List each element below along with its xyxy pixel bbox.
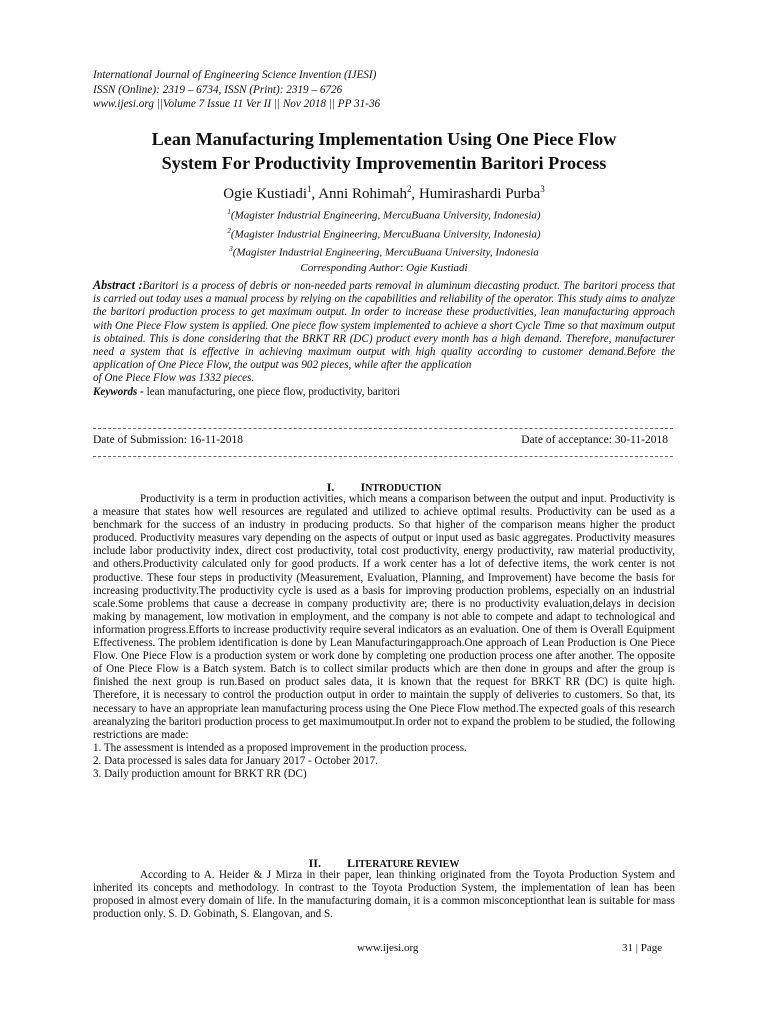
divider-rule (93, 428, 673, 429)
list-item: 1. The assessment is intended as a proposed improvement in the production process. (93, 741, 467, 754)
abstract-text-continued: of One Piece Flow was 1332 pieces. (93, 372, 255, 385)
acceptance-date: Date of acceptance: 30-11-2018 (521, 434, 668, 446)
affiliation-text: (Magister Industrial Engineering, MercuBuana University, Indonesia) (230, 209, 541, 222)
affiliation-line (80, 224, 688, 243)
literature-review-body (93, 869, 675, 921)
affiliation-text: (Magister Industrial Engineering, MercuBuana University, Indonesia) (230, 228, 541, 241)
section-number: I. (326, 480, 335, 494)
section-number: II. (308, 856, 321, 870)
divider-rule (93, 456, 673, 457)
abstract (93, 279, 675, 399)
affiliation-line (80, 242, 688, 261)
title-line-1: Lean Manufacturing Implementation Using One Piece Flow (151, 129, 617, 149)
literature-review-paragraph: According to A. Heider & J Mirza in their paper, lean thinking originated from the Toyota Production System and inherited its concepts and methodology. In contrast to the Toyota Production System, the implementation of lean has been proposed in almost every domain of life. In the manufacturing domain, it is a common misconceptionthat lean is suitable for mass production only. S. D. Gobinath, S. Elangovan, and S. (93, 869, 675, 921)
section-title-rest: ITERATURE (355, 859, 417, 870)
author-list (80, 184, 688, 203)
journal-header (93, 68, 380, 112)
abstract-paragraph (93, 279, 675, 372)
journal-name: International Journal of Engineering Science Invention (IJESI) (93, 69, 377, 81)
section-title-initial: I (360, 480, 366, 494)
journal-volume: www.ijesi.org ||Volume 7 Issue 11 Ver II || Nov 2018 || PP 31-36 (93, 98, 381, 110)
author-separator: , (411, 186, 419, 202)
affiliation-text: (Magister Industrial Engineering, MercuBuana University, Indonesia (232, 246, 539, 259)
submission-date: Date of Submission: 16-11-2018 (93, 434, 244, 446)
paper-title (80, 127, 688, 175)
abstract-label: Abstract : (93, 278, 143, 292)
section-title-rest: NTRODUCTION (365, 483, 442, 494)
author-separator: , (311, 186, 319, 202)
corresponding-author: Corresponding Author: Ogie Kustiadi (300, 261, 468, 274)
author-superscript: 3 (540, 184, 545, 194)
abstract-text: Baritori is a process of debris or non-needed parts removal in aluminum diecasting product. The baritori process that is carried out today uses a manual process by relying on the capabilities and reliability of the operator. This study aims to analyze the baritori production process to get maximum output. In order to increase these productivities, lean manufacturing approach with One Piece Flow system is applied. One piece flow system implemented to achieve a short Cycle Time so that maximum output is obtained. This is done considering that the BRKT RR (DC) product every month has a high demand. Therefore, manufacturer need a system that is effective in achieving maximum output with high quality according to customer demand.Before the application of One Piece Flow, the output was 902 pieces, while after the application (93, 280, 675, 372)
footer-url: www.ijesi.org (357, 942, 419, 954)
affiliation-superscript: 1 (227, 208, 231, 216)
author-name: Anni Rohimah (318, 186, 407, 202)
author-name: Ogie Kustiadi (223, 186, 308, 202)
affiliations (80, 205, 688, 276)
author-superscript: 2 (406, 184, 412, 194)
list-item: 3. Daily production amount for BRKT RR (DC) (93, 767, 307, 780)
affiliation-superscript: 2 (227, 226, 231, 235)
affiliation-line (80, 205, 688, 224)
introduction-body (93, 493, 675, 781)
keywords-label: Keywords - (93, 385, 147, 398)
dates-row (93, 434, 668, 446)
author-name: Humirashardi Purba (418, 186, 541, 202)
author-superscript: 1 (307, 184, 312, 194)
introduction-paragraph: Productivity is a term in production activities, which means a comparison between the output and input. Productivity is a measure that states how well resources are regulated and utilized to achieve optimal results. Productivity can be used as a benchmark for the success of an industry in producing products. So that higher of the comparison means higher the product produced. Productivity measures vary depending on the aspects of output or input used as basic aggregates. Productivity measures include labor productivity index, direct cost productivity, total cost productivity, energy productivity, raw material productivity, and others.Productivity calculated only for good products. If a work center has a lot of defective items, the work center is not productive. These four steps in productivity (Measurement, Evaluation, Planning, and Improvement) have become the basis for increasing productivity.The productivity cycle is used as a basis for improving production problems, especially on an industrial scale.Some problems that cause a decrease in company productivity are; there is no productivity evaluation,delays in decision making by management, low motivation in employment, and the company is not able to compete and adapt to technological and information progress.Efforts to increase productivity require several indicators as an evaluation. One of them is Overall Equipment Effectiveness. The problem identification is done by Lean Manufacturingapproach.One approach of Lean Production is One Piece Flow. One Piece Flow is a production system or work done by completing one production process one after another. The opposite of One Piece Flow is a Batch system. Batch is to collect similar products which are then done in groups and after the group is finished the next group is run.Based on product sales data, it is known that the request for BRKT RR (DC) is quite high. Therefore, it is necessary to control the production output in order to maintain the supply of deliveries to customers. So that, its necessary to have an appropriate lean manufacturing process using the One Piece Flow method.The expected goals of this research areanalyzing the baritori production process to get maximumoutput.In order not to expand the problem to be studied, the following restrictions are made: (93, 493, 675, 741)
section-title-initial: R (416, 856, 425, 870)
footer-page-number: 31 | Page (622, 942, 663, 954)
journal-issn: ISSN (Online): 2319 – 6734, ISSN (Print): 2319 – 6726 (93, 83, 343, 96)
section-title-initial: L (346, 856, 355, 870)
affiliation-superscript: 3 (229, 245, 233, 254)
title-line-2: System For Productivity Improvementin Baritori Process (161, 153, 607, 173)
list-item: 2. Data processed is sales data for January 2017 - October 2017. (93, 754, 378, 767)
keywords (93, 386, 675, 399)
keywords-text: lean manufacturing, one piece flow, productivity, baritori (146, 385, 400, 398)
section-title-rest: EVIEW (424, 859, 460, 870)
